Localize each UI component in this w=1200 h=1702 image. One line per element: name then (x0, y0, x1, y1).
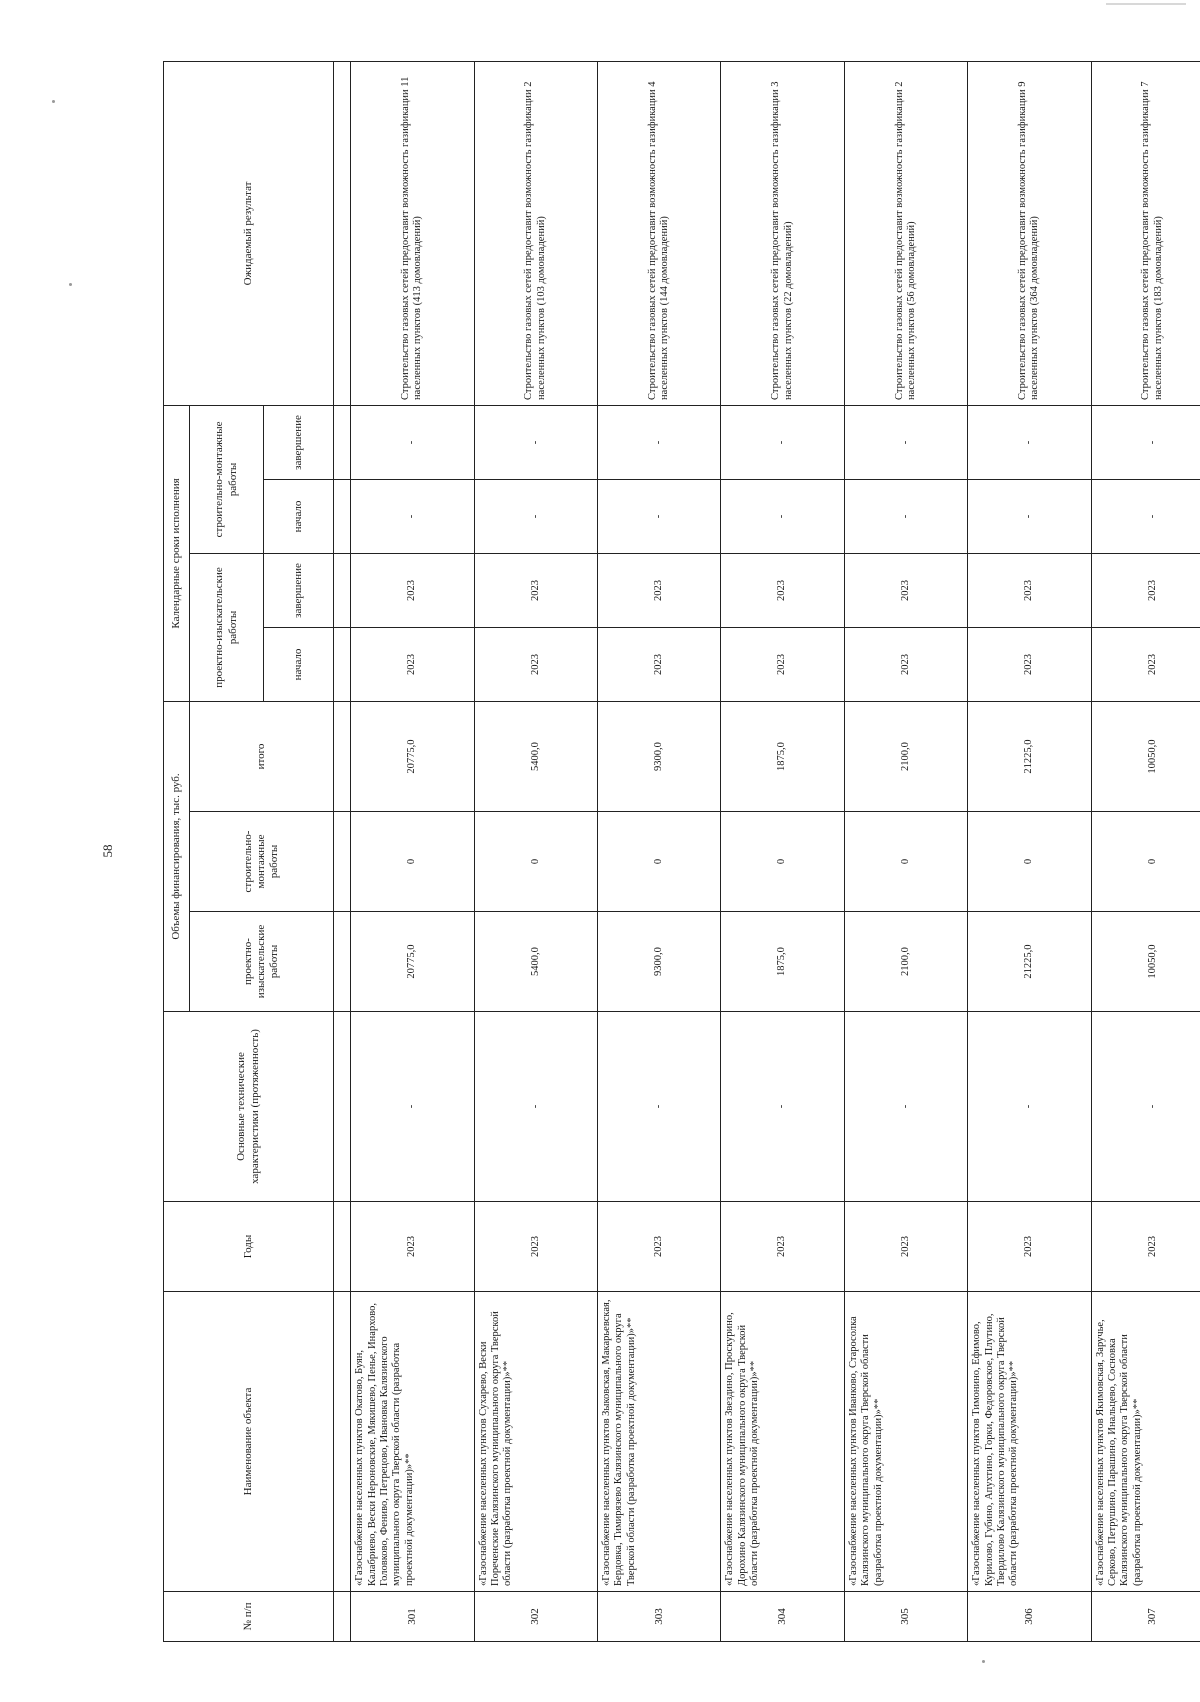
cell-constr-end: - (844, 405, 967, 479)
cell-design-end: 2023 (474, 554, 597, 628)
cell-constr-end: - (474, 405, 597, 479)
table-row (721, 61, 844, 1641)
cell-design-start: 2023 (474, 628, 597, 702)
cell-total: 21225,0 (968, 702, 1091, 812)
cell-design-end: 2023 (1091, 554, 1200, 628)
cell-result: Строительство газовых сетей предоставит возможность газификации 4 населенных пунктов (144 домовладений) (598, 61, 721, 405)
cell-design-end: 2023 (968, 554, 1091, 628)
cell-name: «Газоснабжение населенных пунктов Иванково, Старосолка Калязинского муниципального округа Тверской области (разработка проектной документации)»** (844, 1292, 967, 1592)
header-finance-group: Объемы финансирования, тыс. руб. (164, 702, 190, 1012)
cell-tech: - (844, 1012, 967, 1202)
cell-design-end: 2023 (598, 554, 721, 628)
cell-result: Строительство газовых сетей предоставит возможность газификации 2 населенных пунктов (103 домовладений) (474, 61, 597, 405)
cell-design: 5400,0 (474, 912, 597, 1012)
cell-design: 21225,0 (968, 912, 1091, 1012)
header-construction-works: строительно-монтажные работы (190, 812, 334, 912)
scan-speck (52, 100, 55, 103)
rotated-table-content (163, 62, 1200, 1642)
header-total: итого (190, 702, 334, 812)
cell-years: 2023 (1091, 1202, 1200, 1292)
table-row (351, 61, 474, 1641)
header-num: № п/п (164, 1592, 334, 1642)
header-design-end: завершение (264, 554, 334, 628)
objects-table (163, 61, 1200, 1642)
cell-num: 307 (1091, 1592, 1200, 1642)
cell-years: 2023 (351, 1202, 474, 1292)
scan-speck (982, 1660, 985, 1663)
cell-constr-end: - (721, 405, 844, 479)
table-row (844, 61, 967, 1641)
cell-num: 301 (351, 1592, 474, 1642)
cell-tech: - (351, 1012, 474, 1202)
table-row (1091, 61, 1200, 1641)
cell-tech: - (1091, 1012, 1200, 1202)
cell-total: 1875,0 (721, 702, 844, 812)
cell-num: 304 (721, 1592, 844, 1642)
header-design-group: проектно-изыскательские работы (190, 554, 264, 702)
cell-constr-start: - (968, 480, 1091, 554)
cell-num: 305 (844, 1592, 967, 1642)
cell-name: «Газоснабжение населенных пунктов Окатово, Буян, Калабриево, Вески Нероновские, Мякишево, Пенье, Инархово, Головково, Фениво, Петрецово, Ивановка Калязинского муниципального округа Тверской области (разработка проектной документации)»** (351, 1292, 474, 1592)
cell-name: «Газоснабжение населенных пунктов Тимонино, Ефимово, Курилово, Губино, Апухтино, Горки, Федоровское, Плутино, Твердилово Калязинского муниципального округа Тверской области (разработка проектной документации)»** (968, 1292, 1091, 1592)
cell-years: 2023 (968, 1202, 1091, 1292)
cell-construction: 0 (1091, 812, 1200, 912)
cell-design-end: 2023 (844, 554, 967, 628)
cell-years: 2023 (598, 1202, 721, 1292)
spacer-row (334, 61, 351, 1641)
cell-constr-start: - (721, 480, 844, 554)
header-years: Годы (164, 1202, 334, 1292)
cell-result: Строительство газовых сетей предоставит возможность газификации 7 населенных пунктов (183 домовладений) (1091, 61, 1200, 405)
cell-design: 10050,0 (1091, 912, 1200, 1012)
cell-result: Строительство газовых сетей предоставит возможность газификации 9 населенных пунктов (364 домовладений) (968, 61, 1091, 405)
cell-years: 2023 (844, 1202, 967, 1292)
cell-design-start: 2023 (351, 628, 474, 702)
cell-num: 302 (474, 1592, 597, 1642)
cell-design-start: 2023 (1091, 628, 1200, 702)
cell-construction: 0 (598, 812, 721, 912)
cell-design: 1875,0 (721, 912, 844, 1012)
cell-constr-end: - (598, 405, 721, 479)
cell-design: 20775,0 (351, 912, 474, 1012)
header-construction-group: строительно-монтажные работы (190, 405, 264, 553)
cell-constr-end: - (968, 405, 1091, 479)
header-design-works: проектно-изыскательские работы (190, 912, 334, 1012)
cell-constr-end: - (1091, 405, 1200, 479)
cell-name: «Газоснабжение населенных пунктов Звездино, Проскурино, Дорохино Калязинского муниципального округа Тверской области (разработка проектной документации)»** (721, 1292, 844, 1592)
cell-design-end: 2023 (721, 554, 844, 628)
table-row (968, 61, 1091, 1641)
cell-construction: 0 (351, 812, 474, 912)
cell-total: 5400,0 (474, 702, 597, 812)
cell-design: 2100,0 (844, 912, 967, 1012)
cell-design: 9300,0 (598, 912, 721, 1012)
cell-result: Строительство газовых сетей предоставит возможность газификации 11 населенных пунктов (413 домовладений) (351, 61, 474, 405)
cell-total: 10050,0 (1091, 702, 1200, 812)
table-row (598, 61, 721, 1641)
header-calendar-group: Календарные сроки исполнения (164, 405, 190, 701)
scan-edge-mark (1106, 3, 1186, 5)
cell-constr-start: - (598, 480, 721, 554)
page-number: 58 (100, 844, 115, 858)
cell-tech: - (474, 1012, 597, 1202)
cell-design-end: 2023 (351, 554, 474, 628)
cell-result: Строительство газовых сетей предоставит возможность газификации 3 населенных пунктов (22 домовладений) (721, 61, 844, 405)
cell-construction: 0 (968, 812, 1091, 912)
header-constr-end: завершение (264, 405, 334, 479)
cell-total: 2100,0 (844, 702, 967, 812)
cell-design-start: 2023 (598, 628, 721, 702)
cell-constr-end: - (351, 405, 474, 479)
cell-design-start: 2023 (968, 628, 1091, 702)
rotated-table-frame (163, 62, 1200, 1642)
cell-construction: 0 (474, 812, 597, 912)
cell-result: Строительство газовых сетей предоставит возможность газификации 2 населенных пунктов (56 домовладений) (844, 61, 967, 405)
cell-num: 303 (598, 1592, 721, 1642)
scan-speck (69, 283, 72, 286)
cell-design-start: 2023 (721, 628, 844, 702)
table-row (474, 61, 597, 1641)
cell-construction: 0 (721, 812, 844, 912)
cell-total: 20775,0 (351, 702, 474, 812)
cell-constr-start: - (474, 480, 597, 554)
header-result: Ожидаемый результат (164, 61, 334, 405)
cell-name: «Газоснабжение населенных пунктов Зыковская, Макарьевская, Бердовка, Тимирязево Калязинского муниципального округа Тверской области (разработка проектной документации)»** (598, 1292, 721, 1592)
cell-years: 2023 (474, 1202, 597, 1292)
header-name: Наименование объекта (164, 1292, 334, 1592)
cell-name: «Газоснабжение населенных пунктов Сухарево, Вески Пореченские Калязинского муниципального округа Тверской области (разработка проектной документации)»** (474, 1292, 597, 1592)
header-design-start: начало (264, 628, 334, 702)
cell-design-start: 2023 (844, 628, 967, 702)
cell-constr-start: - (1091, 480, 1200, 554)
cell-num: 306 (968, 1592, 1091, 1642)
cell-tech: - (598, 1012, 721, 1202)
cell-name: «Газоснабжение населенных пунктов Якимовская, Заручье, Серково, Петрушино, Парашино, Инальцево, Сосновка Калязинского муниципального округа Тверской области (разработка проектной документации)»** (1091, 1292, 1200, 1592)
cell-total: 9300,0 (598, 702, 721, 812)
cell-constr-start: - (351, 480, 474, 554)
cell-years: 2023 (721, 1202, 844, 1292)
cell-tech: - (968, 1012, 1091, 1202)
cell-tech: - (721, 1012, 844, 1202)
header-tech: Основные технические характеристики (протяженность) (164, 1012, 334, 1202)
cell-constr-start: - (844, 480, 967, 554)
header-constr-start: начало (264, 480, 334, 554)
cell-construction: 0 (844, 812, 967, 912)
